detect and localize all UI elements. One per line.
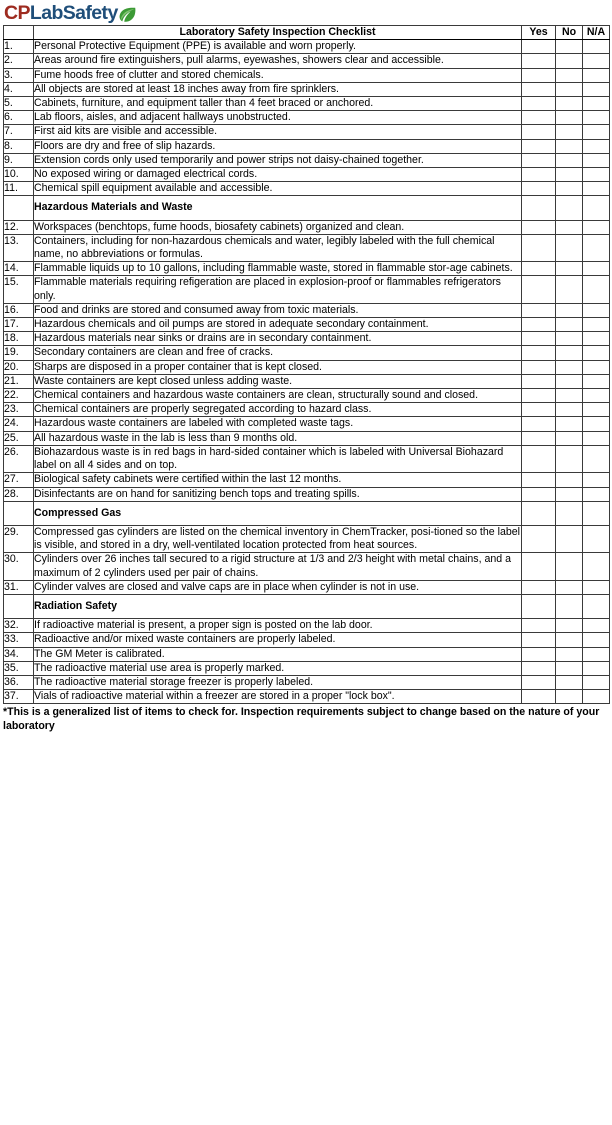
checklist-item-text: Floors are dry and free of slip hazards. — [34, 139, 522, 153]
checkbox-cell-no[interactable] — [556, 40, 583, 54]
checkbox-cell-no[interactable] — [556, 318, 583, 332]
checkbox-cell-yes[interactable] — [522, 525, 556, 552]
section-label: Radiation Safety — [34, 594, 522, 618]
table-row — [4, 82, 610, 96]
table-row — [4, 182, 610, 196]
checkbox-cell-na[interactable] — [583, 619, 610, 633]
row-number: 26. — [4, 445, 34, 472]
section-header-row — [4, 196, 610, 220]
checkbox-cell-no[interactable] — [556, 473, 583, 487]
row-number: 28. — [4, 487, 34, 501]
checkbox-cell-na[interactable] — [583, 97, 610, 111]
row-number: 17. — [4, 318, 34, 332]
checklist-item-text: Areas around fire extinguishers, pull alarms, eyewashes, showers clear and accessible. — [34, 54, 522, 68]
checkbox-cell-na[interactable] — [583, 111, 610, 125]
checkbox-cell-na[interactable] — [583, 332, 610, 346]
row-number: 6. — [4, 111, 34, 125]
table-row — [4, 661, 610, 675]
row-number — [4, 501, 34, 525]
checkbox-cell-yes[interactable] — [522, 182, 556, 196]
table-row — [4, 525, 610, 552]
section-header-row — [4, 501, 610, 525]
checkbox-cell-na[interactable] — [583, 125, 610, 139]
table-row — [4, 68, 610, 82]
row-number: 8. — [4, 139, 34, 153]
checklist-item-text: Personal Protective Equipment (PPE) is available and worn properly. — [34, 40, 522, 54]
table-row — [4, 40, 610, 54]
checkbox-cell-no[interactable] — [556, 675, 583, 689]
checkbox-cell-no[interactable] — [556, 182, 583, 196]
row-number: 32. — [4, 619, 34, 633]
row-number: 4. — [4, 82, 34, 96]
checklist-item-text: First aid kits are visible and accessible. — [34, 125, 522, 139]
header-yes: Yes — [522, 26, 556, 40]
table-row — [4, 153, 610, 167]
table-row — [4, 220, 610, 234]
checkbox-cell-no[interactable] — [556, 389, 583, 403]
table-row — [4, 303, 610, 317]
checkbox-cell-yes[interactable] — [522, 501, 556, 525]
table-row — [4, 633, 610, 647]
checkbox-cell-no[interactable] — [556, 647, 583, 661]
table-row — [4, 675, 610, 689]
row-number — [4, 196, 34, 220]
row-number: 5. — [4, 97, 34, 111]
row-number: 25. — [4, 431, 34, 445]
checkbox-cell-yes[interactable] — [522, 360, 556, 374]
logo-wordmark — [4, 3, 118, 23]
checklist-item-text: Lab floors, aisles, and adjacent hallways unobstructed. — [34, 111, 522, 125]
checkbox-cell-yes[interactable] — [522, 318, 556, 332]
checkbox-cell-yes[interactable] — [522, 374, 556, 388]
checklist-item-text: If radioactive material is present, a proper sign is posted on the lab door. — [34, 619, 522, 633]
checkbox-cell-yes[interactable] — [522, 68, 556, 82]
checkbox-cell-yes[interactable] — [522, 262, 556, 276]
table-row — [4, 403, 610, 417]
checkbox-cell-yes[interactable] — [522, 220, 556, 234]
logo-cp-text: CP — [4, 2, 30, 24]
checklist-item-text: Disinfectants are on hand for sanitizing bench tops and treating spills. — [34, 487, 522, 501]
checklist-item-text: Food and drinks are stored and consumed away from toxic materials. — [34, 303, 522, 317]
checkbox-cell-yes[interactable] — [522, 332, 556, 346]
header-no: No — [556, 26, 583, 40]
checklist-item-text: The radioactive material storage freezer is properly labeled. — [34, 675, 522, 689]
row-number — [4, 594, 34, 618]
checkbox-cell-no[interactable] — [556, 125, 583, 139]
table-row — [4, 54, 610, 68]
checkbox-cell-na[interactable] — [583, 234, 610, 261]
row-number: 16. — [4, 303, 34, 317]
row-number: 15. — [4, 276, 34, 303]
checkbox-cell-na[interactable] — [583, 303, 610, 317]
table-row — [4, 389, 610, 403]
checkbox-cell-na[interactable] — [583, 82, 610, 96]
checklist-item-text: Extension cords only used temporarily and power strips not daisy-chained together. — [34, 153, 522, 167]
checkbox-cell-no[interactable] — [556, 111, 583, 125]
row-number: 27. — [4, 473, 34, 487]
checkbox-cell-no[interactable] — [556, 403, 583, 417]
checklist-item-text: Cylinder valves are closed and valve caps are in place when cylinder is not in use. — [34, 580, 522, 594]
checkbox-cell-no[interactable] — [556, 332, 583, 346]
checkbox-cell-yes[interactable] — [522, 647, 556, 661]
table-row — [4, 431, 610, 445]
checkbox-cell-na[interactable] — [583, 445, 610, 472]
checkbox-cell-no[interactable] — [556, 139, 583, 153]
checklist-item-text: Chemical containers are properly segregated according to hazard class. — [34, 403, 522, 417]
checkbox-cell-na[interactable] — [583, 675, 610, 689]
checkbox-cell-yes[interactable] — [522, 40, 556, 54]
row-number: 3. — [4, 68, 34, 82]
checkbox-cell-yes[interactable] — [522, 403, 556, 417]
checkbox-cell-yes[interactable] — [522, 487, 556, 501]
row-number: 35. — [4, 661, 34, 675]
checkbox-cell-no[interactable] — [556, 54, 583, 68]
checkbox-cell-yes[interactable] — [522, 111, 556, 125]
row-number: 10. — [4, 168, 34, 182]
checklist-item-text: Workspaces (benchtops, fume hoods, biosafety cabinets) organized and clean. — [34, 220, 522, 234]
row-number: 36. — [4, 675, 34, 689]
checkbox-cell-yes[interactable] — [522, 234, 556, 261]
checkbox-cell-no[interactable] — [556, 501, 583, 525]
checkbox-cell-na[interactable] — [583, 153, 610, 167]
checklist-item-text: Containers, including for non-hazardous chemicals and water, legibly labeled with the full chemical name, no abbreviations or formulas. — [34, 234, 522, 261]
checkbox-cell-yes[interactable] — [522, 153, 556, 167]
table-row — [4, 690, 610, 704]
checkbox-cell-no[interactable] — [556, 346, 583, 360]
checkbox-cell-no[interactable] — [556, 196, 583, 220]
checkbox-cell-na[interactable] — [583, 196, 610, 220]
table-row — [4, 553, 610, 580]
checkbox-cell-na[interactable] — [583, 68, 610, 82]
checkbox-cell-na[interactable] — [583, 417, 610, 431]
checklist-item-text: Biological safety cabinets were certified within the last 12 months. — [34, 473, 522, 487]
row-number: 12. — [4, 220, 34, 234]
checkbox-cell-na[interactable] — [583, 525, 610, 552]
checkbox-cell-na[interactable] — [583, 633, 610, 647]
table-row — [4, 318, 610, 332]
checkbox-cell-yes[interactable] — [522, 619, 556, 633]
checkbox-cell-yes[interactable] — [522, 82, 556, 96]
row-number: 1. — [4, 40, 34, 54]
row-number: 34. — [4, 647, 34, 661]
row-number: 30. — [4, 553, 34, 580]
checkbox-cell-na[interactable] — [583, 360, 610, 374]
table-row — [4, 234, 610, 261]
checkbox-cell-no[interactable] — [556, 594, 583, 618]
checkbox-cell-no[interactable] — [556, 487, 583, 501]
checkbox-cell-yes[interactable] — [522, 303, 556, 317]
table-row — [4, 139, 610, 153]
row-number: 23. — [4, 403, 34, 417]
checkbox-cell-no[interactable] — [556, 153, 583, 167]
checkbox-cell-na[interactable] — [583, 487, 610, 501]
checkbox-cell-no[interactable] — [556, 168, 583, 182]
row-number: 37. — [4, 690, 34, 704]
section-label: Hazardous Materials and Waste — [34, 196, 522, 220]
table-row — [4, 346, 610, 360]
logo-labsafety-text: LabSafety — [29, 2, 118, 24]
checkbox-cell-no[interactable] — [556, 633, 583, 647]
checkbox-cell-no[interactable] — [556, 234, 583, 261]
table-row — [4, 262, 610, 276]
checklist-item-text: Cylinders over 26 inches tall secured to a rigid structure at 1/3 and 2/3 height with metal chains, and a maximum of 2 cylinders used per pair of chains. — [34, 553, 522, 580]
checkbox-cell-na[interactable] — [583, 40, 610, 54]
checkbox-cell-no[interactable] — [556, 525, 583, 552]
row-number: 20. — [4, 360, 34, 374]
checkbox-cell-na[interactable] — [583, 139, 610, 153]
checkbox-cell-no[interactable] — [556, 431, 583, 445]
checkbox-cell-na[interactable] — [583, 346, 610, 360]
table-row — [4, 619, 610, 633]
checkbox-cell-yes[interactable] — [522, 690, 556, 704]
checklist-item-text: Fume hoods free of clutter and stored chemicals. — [34, 68, 522, 82]
checkbox-cell-na[interactable] — [583, 580, 610, 594]
checkbox-cell-na[interactable] — [583, 594, 610, 618]
checkbox-cell-no[interactable] — [556, 374, 583, 388]
row-number: 2. — [4, 54, 34, 68]
safety-checklist-table — [3, 25, 610, 704]
row-number: 14. — [4, 262, 34, 276]
table-row — [4, 580, 610, 594]
checkbox-cell-yes[interactable] — [522, 473, 556, 487]
checkbox-cell-no[interactable] — [556, 68, 583, 82]
checkbox-cell-na[interactable] — [583, 690, 610, 704]
checklist-item-text: The GM Meter is calibrated. — [34, 647, 522, 661]
table-row — [4, 168, 610, 182]
table-row — [4, 487, 610, 501]
table-row — [4, 276, 610, 303]
section-label: Compressed Gas — [34, 501, 522, 525]
checkbox-cell-yes[interactable] — [522, 276, 556, 303]
checkbox-cell-no[interactable] — [556, 619, 583, 633]
header-na: N/A — [583, 26, 610, 40]
checkbox-cell-yes[interactable] — [522, 553, 556, 580]
checkbox-cell-na[interactable] — [583, 168, 610, 182]
checklist-item-text: Hazardous materials near sinks or drains are in secondary containment. — [34, 332, 522, 346]
checklist-item-text: Radioactive and/or mixed waste containers are properly labeled. — [34, 633, 522, 647]
cplabsafety-logo — [0, 0, 612, 25]
checklist-item-text: Vials of radioactive material within a freezer are stored in a proper "lock box". — [34, 690, 522, 704]
checkbox-cell-na[interactable] — [583, 431, 610, 445]
table-row — [4, 111, 610, 125]
checkbox-cell-na[interactable] — [583, 553, 610, 580]
row-number: 31. — [4, 580, 34, 594]
checklist-item-text: Compressed gas cylinders are listed on the chemical inventory in ChemTracker, posi-tioned so the label is visible, and stored in a dry, well-ventilated location protected from heat sources. — [34, 525, 520, 552]
checklist-item-text: Chemical containers and hazardous waste containers are clean, structurally sound and closed. — [34, 389, 522, 403]
checkbox-cell-yes[interactable] — [522, 417, 556, 431]
checkbox-cell-yes[interactable] — [522, 594, 556, 618]
checkbox-cell-yes[interactable] — [522, 445, 556, 472]
table-row — [4, 473, 610, 487]
table-row — [4, 417, 610, 431]
checklist-item-text: Hazardous chemicals and oil pumps are stored in adequate secondary containment. — [34, 318, 522, 332]
checklist-item-text: Hazardous waste containers are labeled with completed waste tags. — [34, 417, 522, 431]
checkbox-cell-no[interactable] — [556, 262, 583, 276]
checklist-item-text: Cabinets, furniture, and equipment taller than 4 feet braced or anchored. — [34, 97, 522, 111]
checkbox-cell-yes[interactable] — [522, 125, 556, 139]
header-number-cell — [4, 26, 34, 40]
checklist-body — [4, 40, 610, 704]
checkbox-cell-no[interactable] — [556, 303, 583, 317]
checklist-item-text: Chemical spill equipment available and accessible. — [34, 182, 522, 196]
checkbox-cell-yes[interactable] — [522, 97, 556, 111]
checkbox-cell-no[interactable] — [556, 580, 583, 594]
footnote-text: *This is a generalized list of items to check for. Inspection requirements subject to change based on the nature of your laboratory — [3, 706, 600, 732]
row-number: 9. — [4, 153, 34, 167]
page-title: Laboratory Safety Inspection Checklist — [34, 26, 522, 40]
row-number: 29. — [4, 525, 34, 552]
checkbox-cell-na[interactable] — [583, 54, 610, 68]
row-number: 33. — [4, 633, 34, 647]
checklist-item-text: No exposed wiring or damaged electrical cords. — [34, 168, 522, 182]
row-number: 7. — [4, 125, 34, 139]
checkbox-cell-no[interactable] — [556, 417, 583, 431]
checkbox-cell-na[interactable] — [583, 661, 610, 675]
checkbox-cell-na[interactable] — [583, 318, 610, 332]
row-number: 11. — [4, 182, 34, 196]
checkbox-cell-na[interactable] — [583, 220, 610, 234]
table-header-row — [4, 26, 610, 40]
row-number: 13. — [4, 234, 34, 261]
checkbox-cell-na[interactable] — [583, 389, 610, 403]
checklist-item-text: Flammable liquids up to 10 gallons, including flammable waste, stored in flammable stor-age cabinets. — [34, 262, 522, 276]
checkbox-cell-yes[interactable] — [522, 54, 556, 68]
checkbox-cell-yes[interactable] — [522, 139, 556, 153]
checkbox-cell-no[interactable] — [556, 690, 583, 704]
checkbox-cell-yes[interactable] — [522, 661, 556, 675]
table-row — [4, 332, 610, 346]
checklist-item-text: Sharps are disposed in a proper container that is kept closed. — [34, 360, 522, 374]
checkbox-cell-yes[interactable] — [522, 633, 556, 647]
checkbox-cell-yes[interactable] — [522, 346, 556, 360]
checklist-item-text: Biohazardous waste is in red bags in hard-sided container which is labeled with Universal Biohazard label on all 4 sides and on top. — [34, 445, 522, 472]
checkbox-cell-na[interactable] — [583, 647, 610, 661]
checkbox-cell-na[interactable] — [583, 403, 610, 417]
checkbox-cell-no[interactable] — [556, 360, 583, 374]
checkbox-cell-na[interactable] — [583, 374, 610, 388]
checkbox-cell-na[interactable] — [583, 276, 610, 303]
checkbox-cell-yes[interactable] — [522, 196, 556, 220]
row-number: 22. — [4, 389, 34, 403]
table-row — [4, 445, 610, 472]
table-row — [4, 97, 610, 111]
checkbox-cell-no[interactable] — [556, 445, 583, 472]
checklist-item-text: Flammable materials requiring refigeration are placed in explosion-proof or flammables refrigerators only. — [34, 276, 522, 303]
checklist-item-text: All hazardous waste in the lab is less than 9 months old. — [34, 431, 522, 445]
checkbox-cell-no[interactable] — [556, 661, 583, 675]
checkbox-cell-na[interactable] — [583, 262, 610, 276]
section-header-row — [4, 594, 610, 618]
checklist-item-text: All objects are stored at least 18 inches away from fire sprinklers. — [34, 82, 522, 96]
checkbox-cell-yes[interactable] — [522, 580, 556, 594]
checkbox-cell-no[interactable] — [556, 276, 583, 303]
checkbox-cell-yes[interactable] — [522, 675, 556, 689]
table-row — [4, 360, 610, 374]
leaf-icon — [119, 7, 136, 22]
checkbox-cell-na[interactable] — [583, 182, 610, 196]
table-row — [4, 647, 610, 661]
checkbox-cell-yes[interactable] — [522, 431, 556, 445]
row-number: 24. — [4, 417, 34, 431]
table-row — [4, 374, 610, 388]
checkbox-cell-no[interactable] — [556, 220, 583, 234]
checklist-item-text: Waste containers are kept closed unless adding waste. — [34, 374, 522, 388]
checkbox-cell-na[interactable] — [583, 501, 610, 525]
table-row — [4, 125, 610, 139]
row-number: 21. — [4, 374, 34, 388]
checkbox-cell-yes[interactable] — [522, 389, 556, 403]
checkbox-cell-no[interactable] — [556, 97, 583, 111]
checklist-item-text: Secondary containers are clean and free of cracks. — [34, 346, 522, 360]
row-number: 18. — [4, 332, 34, 346]
checkbox-cell-yes[interactable] — [522, 168, 556, 182]
checkbox-cell-no[interactable] — [556, 553, 583, 580]
row-number: 19. — [4, 346, 34, 360]
checkbox-cell-na[interactable] — [583, 473, 610, 487]
checklist-item-text: The radioactive material use area is properly marked. — [34, 661, 522, 675]
checkbox-cell-no[interactable] — [556, 82, 583, 96]
